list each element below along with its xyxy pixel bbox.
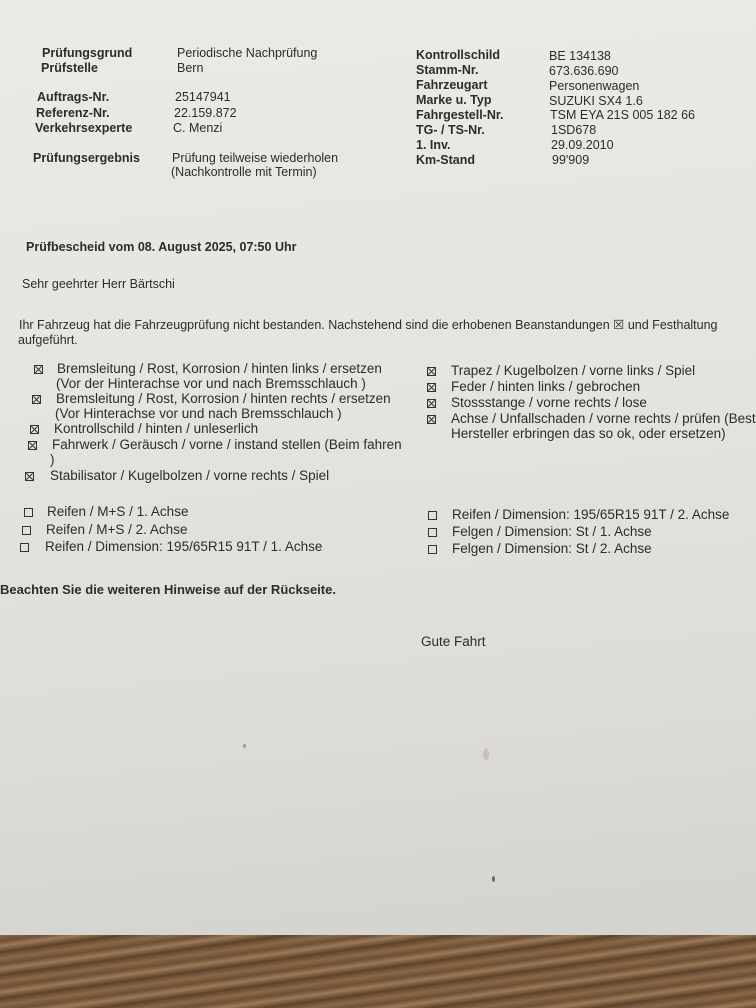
note-item: Reifen / M+S / 1. Achse [47, 504, 189, 519]
defect-item: Feder / hinten links / gebrochen [451, 379, 641, 394]
defect-item-detail: Hersteller erbringen das so ok, oder ersetzen) [451, 426, 726, 441]
checked-box-icon [427, 383, 436, 392]
checked-box-icon [427, 399, 436, 408]
defect-item-detail: (Vor der Hinterachse vor und nach Bremsschlauch ) [56, 376, 366, 391]
label-km-stand: Km-Stand [416, 153, 476, 167]
value-fahrzeugart: Personenwagen [549, 79, 640, 93]
value-pruefungsgrund: Periodische Nachprüfung [177, 46, 318, 60]
note-item: Reifen / Dimension: 195/65R15 91T / 2. Achse [452, 507, 730, 522]
closing-greeting: Gute Fahrt [421, 634, 486, 649]
value-tg-ts-nr: 1SD678 [551, 123, 597, 137]
value-kontrollschild: BE 134138 [549, 49, 611, 63]
unchecked-box-icon [428, 511, 437, 520]
defect-item: Stossstange / vorne rechts / lose [451, 395, 647, 410]
unchecked-box-icon [22, 526, 31, 535]
defect-item-detail: ) [50, 452, 55, 467]
paper-speck [492, 876, 495, 882]
unchecked-box-icon [24, 508, 33, 517]
value-marke-typ: SUZUKI SX4 1.6 [549, 94, 643, 108]
label-pruefungsgrund: Prüfungsgrund [42, 46, 133, 60]
defect-item: Fahrwerk / Geräusch / vorne / instand stellen (Beim fahren [52, 437, 402, 452]
value-fahrgestell-nr: TSM EYA 21S 005 182 66 [550, 108, 696, 122]
label-verkehrsexperte: Verkehrsexperte [35, 121, 133, 135]
defect-item: Achse / Unfallschaden / vorne rechts / prüfen (Best [451, 411, 756, 426]
checked-box-icon [427, 415, 436, 424]
note-item: Reifen / Dimension: 195/65R15 91T / 1. Achse [45, 539, 323, 554]
unchecked-box-icon [428, 545, 437, 554]
salutation: Sehr geehrter Herr Bärtschi [22, 277, 175, 291]
note-item: Reifen / M+S / 2. Achse [46, 522, 188, 537]
value-stamm-nr: 673.636.690 [549, 64, 619, 78]
checked-box-icon [28, 441, 37, 450]
label-pruefungsergebnis: Prüfungsergebnis [33, 151, 140, 165]
label-tg-ts-nr: TG- / TS-Nr. [416, 123, 485, 137]
defect-item: Kontrollschild / hinten / unleserlich [54, 421, 259, 436]
checked-box-icon [34, 365, 43, 374]
label-pruefstelle: Prüfstelle [41, 61, 98, 75]
checked-box-icon [32, 395, 41, 404]
unchecked-box-icon [20, 543, 29, 552]
paper-speck [483, 748, 489, 760]
intro-text: Ihr Fahrzeug hat die Fahrzeugprüfung nicht bestanden. Nachstehend sind die erhobenen Beanstandungen ☒ und Festhaltung [19, 318, 718, 332]
defect-item: Bremsleitung / Rost, Korrosion / hinten rechts / ersetzen [56, 391, 391, 406]
value-pruefstelle: Bern [177, 61, 204, 75]
label-referenz-nr: Referenz-Nr. [36, 106, 110, 120]
value-pruefungsergebnis-note: (Nachkontrolle mit Termin) [171, 165, 317, 179]
label-kontrollschild: Kontrollschild [416, 48, 501, 62]
unchecked-box-icon [428, 528, 437, 537]
checked-box-icon [427, 367, 436, 376]
checked-box-icon [25, 472, 34, 481]
value-referenz-nr: 22.159.872 [174, 106, 237, 120]
defect-item-detail: (Vor Hinterachse vor und nach Bremsschlauch ) [55, 406, 342, 421]
label-1-inv: 1. Inv. [416, 138, 451, 152]
label-stamm-nr: Stamm-Nr. [416, 63, 479, 77]
back-side-hint: Beachten Sie die weiteren Hinweise auf der Rückseite. [0, 582, 336, 597]
value-1-inv: 29.09.2010 [551, 138, 614, 152]
paper-speck [243, 744, 246, 748]
value-km-stand: 99'909 [552, 153, 590, 167]
defect-item: Trapez / Kugelbolzen / vorne links / Spiel [451, 363, 696, 378]
value-pruefungsergebnis: Prüfung teilweise wiederholen [172, 151, 339, 165]
value-auftrags-nr: 25147941 [175, 90, 231, 104]
document-title: Prüfbescheid vom 08. August 2025, 07:50 Uhr [26, 240, 297, 254]
wooden-table-surface [0, 935, 756, 1008]
note-item: Felgen / Dimension: St / 2. Achse [452, 541, 652, 556]
defect-item: Bremsleitung / Rost, Korrosion / hinten links / ersetzen [57, 361, 382, 376]
label-auftrags-nr: Auftrags-Nr. [37, 90, 110, 104]
intro-text-continued: aufgeführt. [18, 333, 78, 347]
value-verkehrsexperte: C. Menzi [173, 121, 223, 135]
label-fahrgestell-nr: Fahrgestell-Nr. [416, 108, 504, 122]
label-fahrzeugart: Fahrzeugart [416, 78, 488, 92]
note-item: Felgen / Dimension: St / 1. Achse [452, 524, 652, 539]
checked-box-icon [30, 425, 39, 434]
label-marke-typ: Marke u. Typ [416, 93, 492, 107]
defect-item: Stabilisator / Kugelbolzen / vorne rechts / Spiel [50, 468, 330, 483]
